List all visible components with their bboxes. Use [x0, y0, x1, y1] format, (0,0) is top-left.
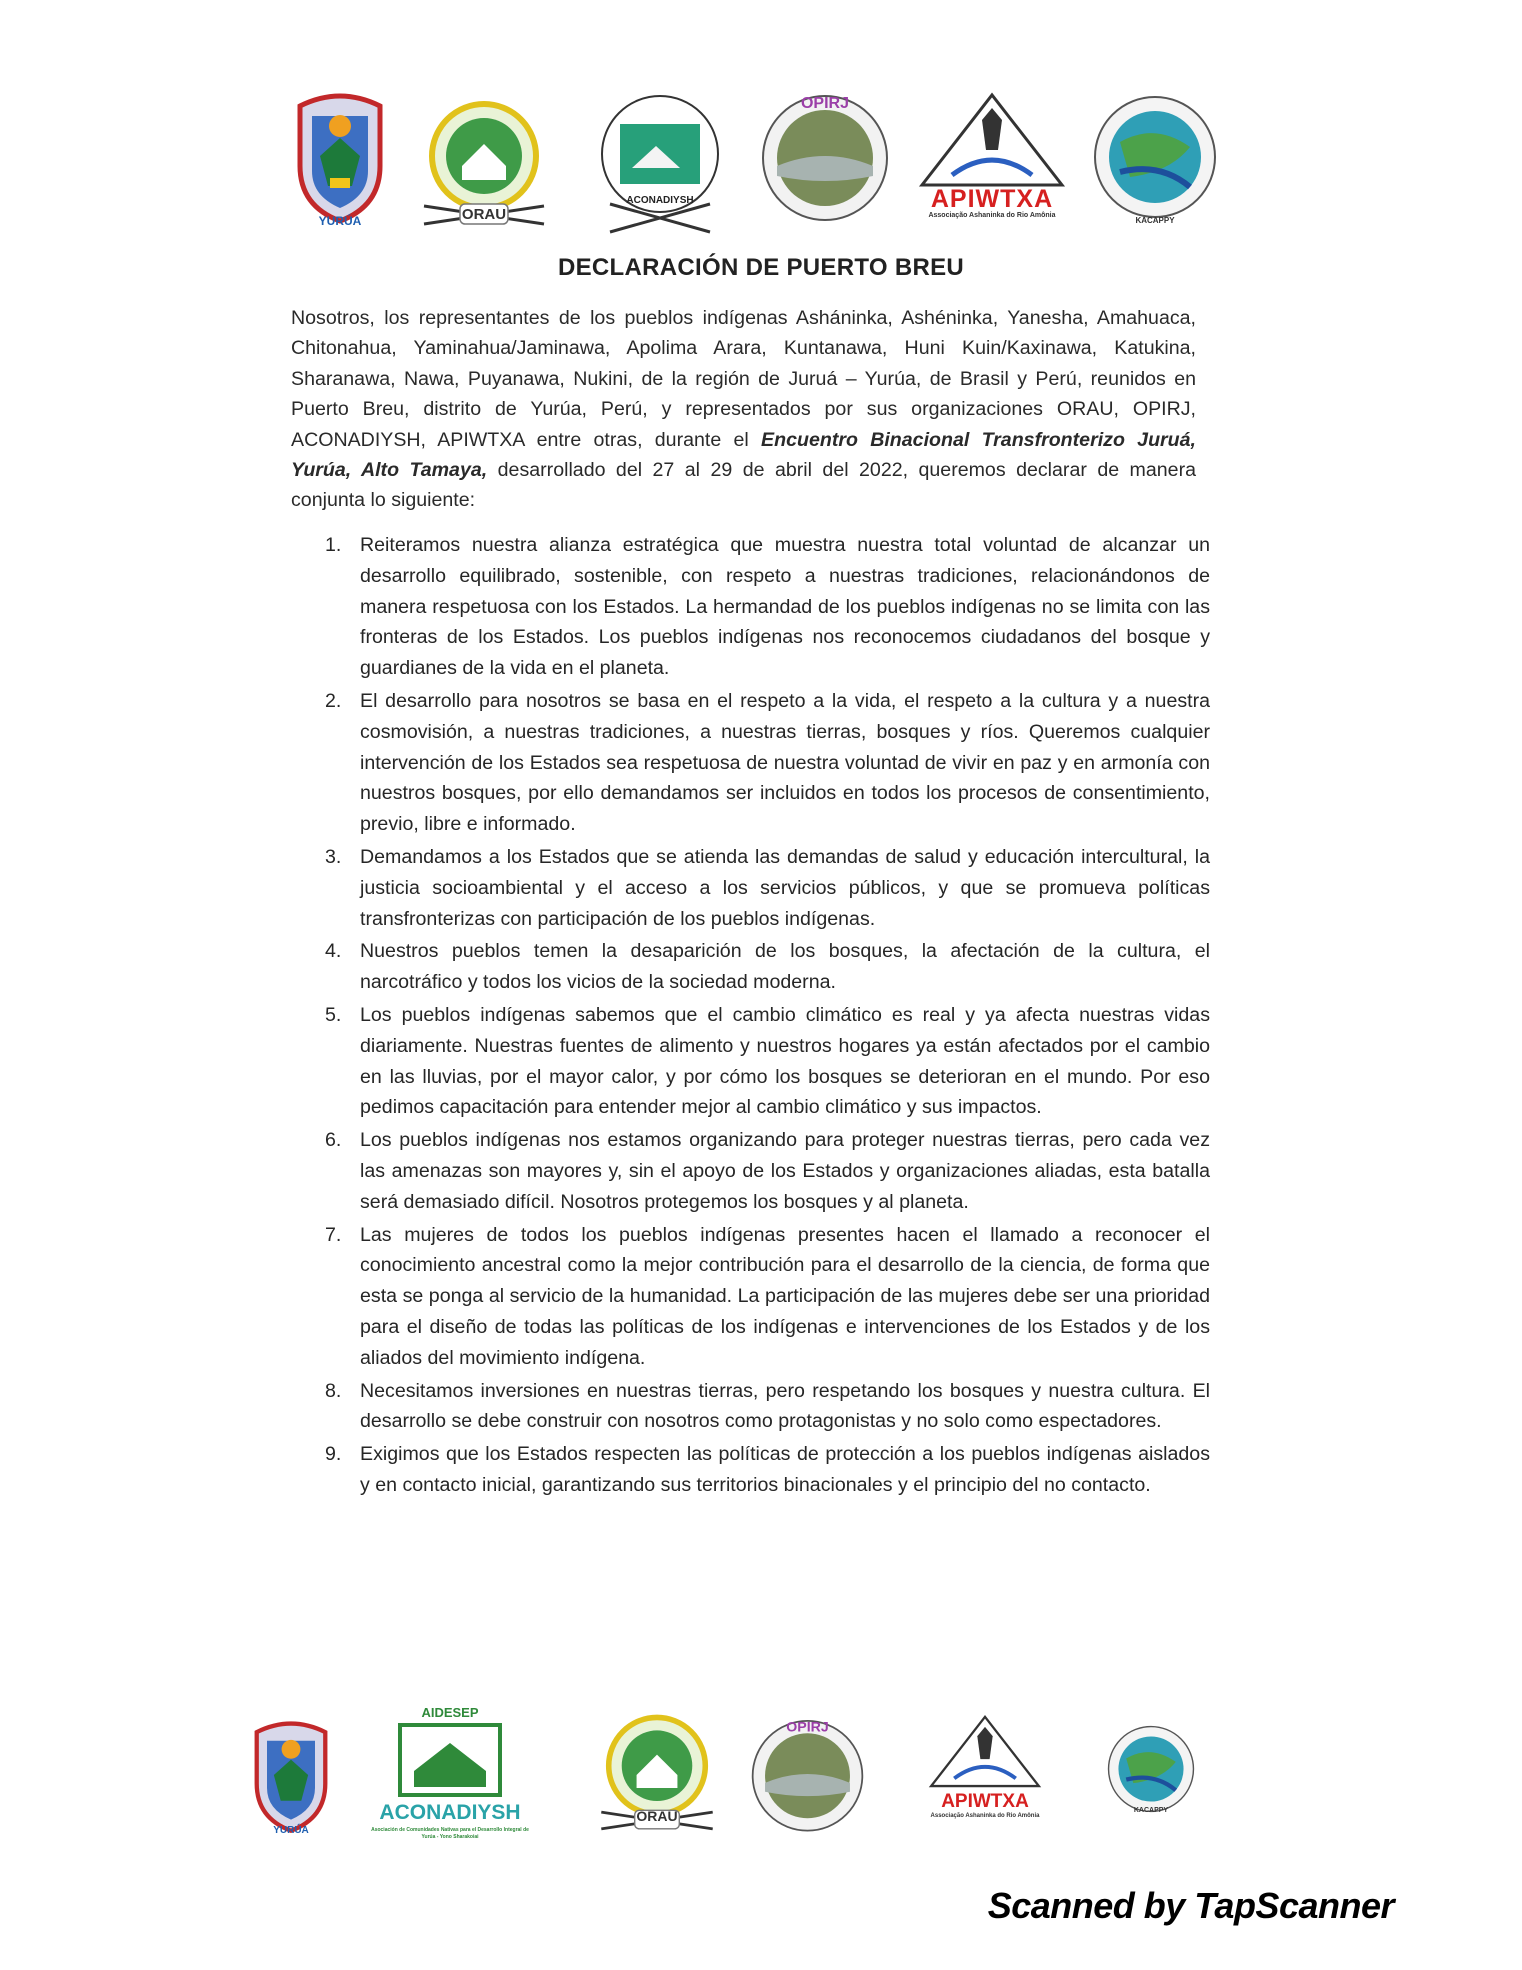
point-item	[290, 686, 1210, 840]
point-number: 9.	[325, 1443, 342, 1466]
point-text: Las mujeres de todos los pueblos indígenas presentes hacen el llamado a reconocer el conocimiento ancestral como la mejor contribución para el desarrollo de la ciencia, de forma que esta se ponga al servicio de la humanidad. La participación de las mujeres debe ser una prioridad para el diseño de todas las políticas de los indígenas e intervenciones de los Estados y de los aliados del movimiento indígena.	[360, 1223, 1210, 1369]
opirj-emblem-icon	[750, 1709, 865, 1839]
intro-text-before: Nosotros, los representantes de los pueblos indígenas Asháninka, Ashéninka, Yanesha, Amahuaca, Chitonahua, Yaminahua/Jaminawa, Apolima Arara, Kuntanawa, Huni Kuin/Kaxinawa, Katukina, Sharanawa, Nawa, Puyanawa, Nukini, de la región de Juruá – Yurúa, de Brasil y Perú, reunidos en Puerto Breu, distrito de Yurúa, Perú, y representados por sus organizaciones ORAU, OPIRJ, ACONADIYSH, APIWTXA entre otras, durante el	[291, 307, 1196, 451]
aconadiysh-label: ACONADIYSH	[379, 1801, 521, 1824]
kacappy-label: KACAPPY	[1135, 216, 1175, 225]
apiwtxa-sub: Associação Ashaninka do Rio Amônia	[930, 1813, 1040, 1819]
point-item	[290, 936, 1210, 998]
crest-icon	[290, 86, 390, 226]
point-item	[290, 530, 1210, 684]
orau-label: ORAU	[461, 206, 507, 223]
house-icon	[370, 1721, 530, 1801]
apiwtxa-label: APIWTXA	[930, 185, 1054, 213]
point-text: Exigimos que los Estados respecten las políticas de protección a los pueblos indígenas aislados y en contacto inicial, garantizando sus territorios binacionales y el principio del no contacto.	[360, 1443, 1210, 1496]
point-number: 1.	[325, 534, 342, 556]
point-number: 4.	[325, 940, 342, 963]
orau-label: ORAU	[636, 1808, 678, 1824]
orau-emblem-icon	[592, 1705, 722, 1845]
point-number: 2.	[325, 689, 342, 712]
yurua-label: YURÚA	[318, 214, 362, 228]
point-text: Necesitamos inversiones en nuestras tierras, pero respetando los bosques y nuestra cultura. El desarrollo se debe construir con nosotros como protagonistas y no solo como espectadores.	[360, 1379, 1210, 1433]
aconadiysh-label: ACONADIYSH	[626, 195, 694, 206]
point-item	[290, 1125, 1210, 1217]
point-item	[290, 1376, 1210, 1438]
apiwtxa-logo	[912, 90, 1072, 220]
point-item	[290, 842, 1210, 934]
kacappy-logo	[1105, 1723, 1197, 1815]
point-text: El desarrollo para nosotros se basa en el respeto a la vida, el respeto a la cultura y a nuestra cosmovisión, a nuestras tradiciones, a nuestras tierras, bosques y ríos. Queremos cualquier intervención de los Estados sea respetuosa de nuestra voluntad de vivir en paz y en armonía con nuestros bosques, por ello demandamos ser incluidos en todos los procesos de consentimiento, previo, libre e informado.	[360, 689, 1210, 836]
intro-paragraph	[291, 303, 1196, 516]
apiwtxa-logo	[920, 1713, 1050, 1819]
point-text: Nuestros pueblos temen la desaparición de los bosques, la afectación de la cultura, el narcotráfico y todos los vicios de la sociedad moderna.	[360, 940, 1210, 994]
scanner-watermark: Scanned by TapScanner	[987, 1885, 1394, 1926]
kacappy-label: KACAPPY	[1133, 1807, 1169, 1814]
orau-logo	[592, 1705, 722, 1845]
svg-text:OPIRJ: OPIRJ	[800, 95, 850, 112]
yurua-logo	[290, 86, 390, 226]
aconadiysh-sub: Asociación de Comunidades Nativas para el Desarrollo Integral de Yurúa - Yono Sharakoiai	[371, 1827, 529, 1840]
point-text: Reiteramos nuestra alianza estratégica que muestra nuestra total voluntad de alcanzar un desarrollo equilibrado, sostenible, con respeto a nuestras tradiciones, relacionándonos de manera respetuosa con los Estados. La hermandad de los pueblos indígenas no se limita con las fronteras de los Estados. Los pueblos indígenas nos reconocemos ciudadanos del bosque y guardianes de la vida en el planeta.	[360, 534, 1210, 680]
kacappy-globe-icon	[1090, 92, 1220, 222]
aconadiysh-emblem-icon	[590, 92, 730, 242]
header-logos	[0, 78, 1522, 238]
yurua-logo	[246, 1715, 336, 1835]
point-item	[290, 1439, 1210, 1501]
kacappy-logo	[1090, 92, 1220, 225]
opirj-emblem-icon	[760, 86, 890, 226]
kacappy-globe-icon	[1105, 1723, 1197, 1815]
point-text: Los pueblos indígenas nos estamos organizando para proteger nuestras tierras, pero cada vez las amenazas son mayores y, sin el apoyo de los Estados y organizaciones aliadas, esta batalla será demasiado difícil. Nosotros protegemos los bosques y al planeta.	[360, 1129, 1210, 1213]
point-number: 3.	[325, 845, 342, 868]
opirj-logo	[760, 86, 890, 226]
point-item	[290, 1220, 1210, 1374]
intro-text-after: desarrollado del 27 al 29 de abril del 2022, queremos declarar de manera conjunta lo siguiente:	[291, 459, 1196, 512]
aidesep-label: AIDESEP	[421, 1705, 479, 1720]
svg-text:OPIRJ: OPIRJ	[786, 1718, 829, 1735]
aconadiysh-logo	[590, 92, 730, 242]
point-number: 5.	[325, 1003, 342, 1026]
point-item	[290, 1000, 1210, 1123]
point-number: 7.	[325, 1223, 342, 1246]
opirj-logo	[750, 1709, 865, 1839]
apiwtxa-label: APIWTXA	[941, 1791, 1029, 1812]
crest-icon	[246, 1715, 336, 1835]
point-text: Demandamos a los Estados que se atienda las demandas de salud y educación intercultural, la justicia socioambiental y el acceso a los servicios públicos, y que se promueva políticas transfronterizas con participación de los pueblos indígenas.	[360, 845, 1210, 930]
declaration-points	[290, 530, 1210, 1503]
point-number: 8.	[325, 1379, 342, 1402]
point-number: 6.	[325, 1129, 342, 1152]
document-title: DECLARACIÓN DE PUERTO BREU	[557, 254, 965, 281]
aconadiysh-logo	[370, 1705, 530, 1855]
apiwtxa-sub: Associação Ashaninka do Rio Amônia	[928, 212, 1056, 219]
yurua-label: YURÚA	[273, 1825, 309, 1836]
intro-emphasis: Encuentro Binacional Transfronterizo Juruá, Yurúa, Alto Tamaya,	[291, 428, 1196, 482]
orau-logo	[414, 96, 554, 236]
footer-logos	[0, 1705, 1522, 1865]
point-text: Los pueblos indígenas sabemos que el cambio climático es real y ya afecta nuestras vidas diariamente. Nuestras fuentes de alimento y nuestros hogares ya están afectados por el cambio en las lluvias, por el mayor calor, y por cómo los bosques se deterioran en el mundo. Por eso pedimos capacitación para entender mejor al cambio climático y sus impactos.	[360, 1003, 1210, 1119]
